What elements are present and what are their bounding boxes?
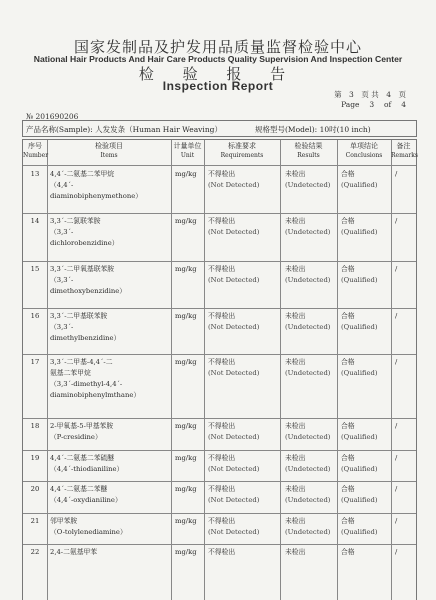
item-name-line: （4,4´-thiodianiline） [50, 465, 124, 473]
remark-value: / [395, 548, 398, 556]
item-name-line: 3,3´-二甲氧基联苯胺 [50, 265, 115, 273]
row-divider [23, 450, 416, 451]
conclusion-value-line: 合格 [341, 548, 355, 556]
item-name [50, 516, 170, 538]
item-name-line: 3,3´-二氯联苯胺 [50, 217, 101, 225]
conclusion-value-line: (Qualified) [341, 228, 378, 236]
col-header-en: Unit [180, 152, 195, 159]
col-header-cn: 检验项目 [95, 142, 123, 150]
unit-value: mg/kg [175, 217, 197, 225]
item-name-line: （P-cresidine） [50, 433, 102, 441]
remark-value: / [395, 170, 398, 178]
remark-value: / [395, 358, 398, 366]
result-value [285, 169, 330, 191]
item-name [50, 311, 170, 344]
product-name: 产品名称(Sample): 人发发条（Human Hair Weaving） [26, 125, 222, 134]
col-header-cn: 检验结果 [294, 142, 323, 150]
requirement-value [208, 264, 259, 286]
requirement-value-line: (Not Detected) [208, 228, 260, 236]
conclusion-value [341, 421, 378, 443]
item-name-line: （3,3´- [50, 228, 74, 236]
col-divider [204, 140, 205, 600]
unit-value: mg/kg [175, 485, 197, 493]
item-name [50, 547, 170, 558]
requirement-value-line: 不得检出 [208, 422, 236, 430]
col-header-cn: 标准要求 [228, 142, 256, 150]
page-info-cn: 第 3 页 共 4 页 [334, 90, 406, 99]
conclusion-value-line: 合格 [341, 517, 355, 525]
requirement-value-line: 不得检出 [208, 265, 236, 273]
col-divider [171, 140, 172, 600]
conclusion-value-line: 合格 [341, 312, 355, 320]
result-value-line: 未检出 [285, 312, 306, 320]
result-value-line: 未检出 [285, 217, 306, 225]
requirement-value-line: 不得检出 [208, 548, 236, 556]
unit-value: mg/kg [175, 454, 197, 462]
row-number: 14 [30, 217, 40, 225]
center-title-en: National Hair Products And Hair Care Products Quality Supervision And Inspection Center [33, 54, 403, 64]
result-value-line: (Undetected) [285, 228, 331, 236]
item-name-line: dimethoxybenzidine） [50, 287, 127, 295]
result-value [285, 357, 330, 379]
col-header-en: Results [297, 152, 320, 159]
requirement-value-line: (Not Detected) [208, 369, 260, 377]
result-value-line: (Undetected) [285, 433, 331, 441]
item-name-line: 3,3´-二甲基-4,4´-二 [50, 358, 113, 366]
conclusion-value [341, 547, 355, 558]
conclusion-value-line: 合格 [341, 265, 355, 273]
center-title-cn: 国家发制品及护发用品质量监督检验中心 [73, 38, 362, 56]
item-name [50, 169, 170, 202]
remark-value: / [395, 517, 398, 525]
conclusion-value-line: 合格 [341, 485, 355, 493]
item-name-line: （4,4´-oxydianiline） [50, 496, 122, 504]
report-number: № 201690206 [26, 112, 79, 121]
unit-value: mg/kg [175, 548, 197, 556]
remark-value: / [395, 422, 398, 430]
requirement-value [208, 311, 259, 333]
col-header-items [47, 142, 171, 160]
result-value-line: 未检出 [285, 265, 306, 273]
col-divider [280, 140, 281, 600]
conclusion-value-line: (Qualified) [341, 528, 378, 536]
remark-value: / [395, 265, 398, 273]
col-header-number [23, 142, 47, 160]
conclusion-value [341, 216, 378, 238]
conclusion-value-line: (Qualified) [341, 181, 378, 189]
result-value [285, 216, 330, 238]
item-name-line: （3,3´- [50, 323, 74, 331]
conclusion-value [341, 357, 378, 379]
conclusion-value-line: (Qualified) [341, 433, 378, 441]
result-value-line: 未检出 [285, 517, 306, 525]
item-name-line: 邻甲苯胺 [50, 517, 78, 525]
item-name-line: （3,3´-dimethyl-4,4´- [50, 380, 123, 388]
header-divider [23, 165, 416, 166]
row-number: 13 [30, 170, 40, 178]
requirement-value [208, 421, 259, 443]
item-name-line: diaminobiphenylmthane） [50, 391, 141, 399]
conclusion-value-line: 合格 [341, 358, 355, 366]
unit-value: mg/kg [175, 358, 197, 366]
col-header-unit [171, 142, 204, 160]
item-name-line: 4,4´-二氨基二苯硫醚 [50, 454, 115, 462]
result-value [285, 264, 330, 286]
requirement-value-line: (Not Detected) [208, 276, 260, 284]
col-header-results [280, 142, 337, 160]
row-divider [23, 308, 416, 309]
requirement-value-line: (Not Detected) [208, 181, 260, 189]
result-value-line: (Undetected) [285, 181, 331, 189]
item-name-line: 4,4´-二氨基二苯醚 [50, 485, 108, 493]
row-divider [23, 513, 416, 514]
requirement-value-line: 不得检出 [208, 217, 236, 225]
result-value [285, 547, 305, 558]
conclusion-value-line: (Qualified) [341, 276, 378, 284]
conclusion-value-line: (Qualified) [341, 323, 378, 331]
result-value-line: (Undetected) [285, 369, 331, 377]
result-value-line: 未检出 [285, 358, 306, 366]
conclusion-value-line: (Qualified) [341, 496, 378, 504]
result-value [285, 484, 330, 506]
row-divider [23, 261, 416, 262]
requirement-value-line: (Not Detected) [208, 496, 260, 504]
item-name [50, 264, 170, 297]
result-value-line: 未检出 [285, 454, 306, 462]
result-value-line: (Undetected) [285, 323, 331, 331]
item-name-line: （4,4´- [50, 181, 74, 189]
result-value-line: (Undetected) [285, 465, 331, 473]
row-number: 15 [30, 265, 40, 273]
item-name [50, 357, 170, 401]
item-name [50, 421, 170, 443]
requirement-value [208, 357, 259, 379]
item-name-line: diaminobiphenymethone） [50, 192, 143, 200]
item-name-line: 2-甲氧基-5-甲基苯胺 [50, 422, 114, 430]
col-header-conclusions [337, 142, 391, 160]
product-info-box [22, 120, 417, 137]
row-number: 21 [30, 517, 40, 525]
unit-value: mg/kg [175, 265, 197, 273]
col-header-cn: 序号 [28, 142, 42, 150]
conclusion-value [341, 453, 378, 475]
unit-value: mg/kg [175, 312, 197, 320]
product-model: 规格型号(Model): 10吋(10 inch) [255, 125, 371, 134]
item-name-line: 2,4-二氨基甲苯 [50, 548, 98, 556]
col-header-en: Conclusions [345, 152, 383, 159]
requirement-value-line: (Not Detected) [208, 323, 260, 331]
requirement-value-line: 不得检出 [208, 454, 236, 462]
conclusion-value [341, 264, 378, 286]
col-header-cn: 备注 [396, 142, 411, 150]
col-divider [337, 140, 338, 600]
item-name-line: （3,3´- [50, 276, 74, 284]
row-divider [23, 544, 416, 545]
row-divider [23, 418, 416, 419]
unit-value: mg/kg [175, 170, 197, 178]
result-value [285, 516, 330, 538]
col-header-cn: 计量单位 [173, 142, 202, 150]
result-value-line: 未检出 [285, 548, 306, 556]
row-number: 17 [30, 358, 40, 366]
col-header-en: Items [100, 152, 118, 159]
col-divider [47, 140, 48, 600]
requirement-value [208, 547, 235, 558]
requirement-value-line: 不得检出 [208, 312, 236, 320]
col-header-requirements [204, 142, 280, 160]
row-divider [23, 354, 416, 355]
result-value-line: 未检出 [285, 170, 306, 178]
conclusion-value-line: (Qualified) [341, 465, 378, 473]
col-header-en: Requirements [220, 152, 264, 159]
requirement-value-line: 不得检出 [208, 517, 236, 525]
row-number: 18 [30, 422, 40, 430]
item-name [50, 484, 170, 506]
result-value-line: (Undetected) [285, 496, 331, 504]
item-name [50, 216, 170, 249]
conclusion-value-line: (Qualified) [341, 369, 378, 377]
row-number: 19 [30, 454, 40, 462]
row-divider [23, 213, 416, 214]
requirement-value-line: 不得检出 [208, 358, 236, 366]
requirement-value-line: 不得检出 [208, 485, 236, 493]
requirement-value-line: 不得检出 [208, 170, 236, 178]
item-name-line: dimethylbenzidine） [50, 334, 121, 342]
requirement-value-line: (Not Detected) [208, 465, 260, 473]
requirement-value-line: (Not Detected) [208, 433, 260, 441]
conclusion-value [341, 311, 378, 333]
row-divider [23, 481, 416, 482]
result-value [285, 421, 330, 443]
requirement-value [208, 516, 259, 538]
requirement-value-line: (Not Detected) [208, 528, 260, 536]
conclusion-value-line: 合格 [341, 422, 355, 430]
conclusion-value [341, 169, 378, 191]
row-number: 20 [30, 485, 40, 493]
item-name-line: （O-tolylenediamine） [50, 528, 127, 536]
requirement-value [208, 453, 259, 475]
report-title-en: Inspection Report [162, 79, 274, 93]
results-table [22, 139, 417, 600]
remark-value: / [395, 485, 398, 493]
conclusion-value [341, 516, 378, 538]
requirement-value [208, 216, 259, 238]
conclusion-value-line: 合格 [341, 454, 355, 462]
row-number: 16 [30, 312, 40, 320]
item-name-line: 4,4´-二氨基二苯甲烷 [50, 170, 115, 178]
conclusion-value [341, 484, 378, 506]
requirement-value [208, 484, 259, 506]
page-info [334, 90, 406, 110]
col-header-en: Remarks [391, 152, 418, 159]
unit-value: mg/kg [175, 517, 197, 525]
item-name-line: 氨基二苯甲烷 [50, 369, 91, 377]
remark-value: / [395, 312, 398, 320]
row-number: 22 [30, 548, 40, 556]
conclusion-value-line: 合格 [341, 170, 355, 178]
result-value-line: (Undetected) [285, 528, 331, 536]
remark-value: / [395, 217, 398, 225]
result-value [285, 311, 330, 333]
remark-value: / [395, 454, 398, 462]
result-value [285, 453, 330, 475]
item-name-line: dichlorobenzidine） [50, 239, 119, 247]
item-name [50, 453, 170, 475]
unit-value: mg/kg [175, 422, 197, 430]
item-name-line: 3,3´-二甲基联苯胺 [50, 312, 108, 320]
page-info-en: Page 3 of 4 [341, 100, 406, 109]
conclusion-value-line: 合格 [341, 217, 355, 225]
col-header-en: Number [23, 152, 49, 159]
col-header-remarks [391, 142, 416, 160]
result-value-line: 未检出 [285, 422, 306, 430]
report-title-cn: 检 验 报 告 [138, 65, 298, 83]
col-divider [391, 140, 392, 600]
col-header-cn: 单项结论 [350, 142, 378, 150]
result-value-line: 未检出 [285, 485, 306, 493]
requirement-value [208, 169, 259, 191]
result-value-line: (Undetected) [285, 276, 331, 284]
